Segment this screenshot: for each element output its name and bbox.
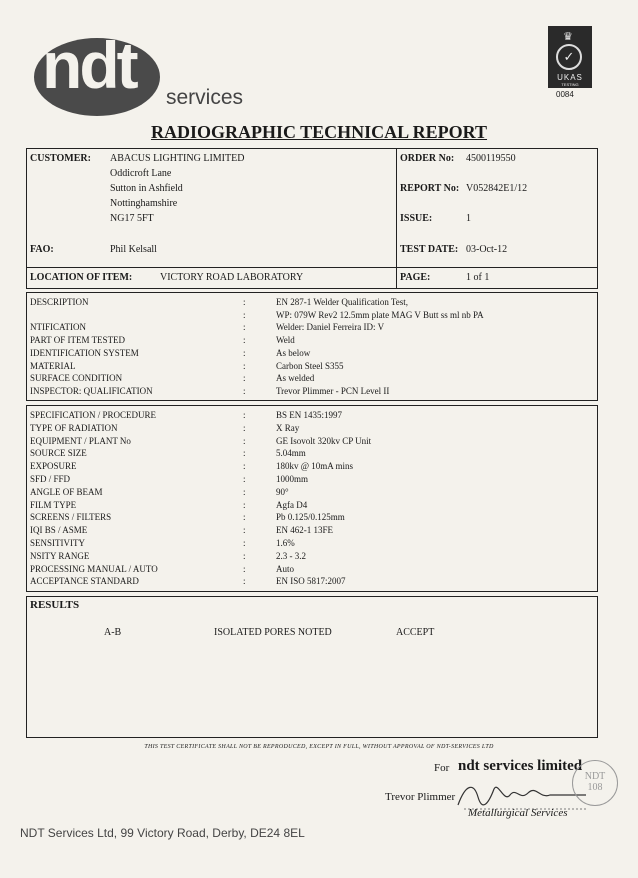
section1-colon-4: :	[243, 347, 246, 358]
section2-value-11: 2.3 - 3.2	[276, 550, 306, 561]
section1-colon-7: :	[243, 385, 246, 396]
section2-colon-13: :	[243, 576, 246, 587]
report-title: RADIOGRAPHIC TECHNICAL REPORT	[150, 122, 488, 142]
section1-label-0: DESCRIPTION	[30, 297, 89, 307]
section2-colon-5: :	[243, 474, 246, 484]
section2-colon-6: :	[243, 486, 246, 497]
section1-value-7: Trevor Plimmer - PCN Level II	[276, 385, 390, 396]
section1-label-3: PART OF ITEM TESTED	[30, 335, 126, 346]
section2-label-3: SOURCE SIZE	[30, 448, 87, 459]
section1-label-5: MATERIAL	[30, 360, 76, 371]
section2-label-0: SPECIFICATION / PROCEDURE	[30, 410, 157, 420]
section1-label-6: SURFACE CONDITION	[30, 373, 123, 384]
section1-value-0: EN 287-1 Welder Qualification Test,	[276, 297, 409, 307]
section1-value-4: As below	[276, 347, 311, 358]
section2-value-5: 1000mm	[276, 474, 309, 484]
section2-colon-4: :	[243, 461, 246, 472]
address-line-4: NG17 5FT	[110, 213, 154, 224]
company-address: NDT Services Ltd, 99 Victory Road, Derby, DE24 8EL	[20, 826, 305, 840]
issue-value: 1	[466, 213, 471, 224]
section2-colon-1: :	[243, 422, 246, 433]
result-id: A-B	[104, 627, 122, 638]
section2-colon-7: :	[243, 499, 246, 510]
section2-colon-0: :	[243, 410, 246, 420]
section1-value-1: WP: 079W Rev2 12.5mm plate MAG V Butt ss ml nb PA	[276, 309, 484, 320]
section2-colon-10: :	[243, 538, 246, 548]
ukas-label: UKAS	[557, 73, 583, 82]
section1-value-5: Carbon Steel S355	[276, 360, 344, 371]
section2-value-6: 90°	[276, 486, 289, 497]
section2-label-6: ANGLE OF BEAM	[30, 486, 103, 497]
section2-label-11: NSITY RANGE	[30, 550, 90, 561]
section1-colon-1: :	[243, 309, 246, 320]
ukas-badge	[548, 26, 592, 88]
section2-value-10: 1.6%	[276, 538, 295, 548]
company-name: ndt services limited	[458, 758, 583, 774]
location-label: LOCATION OF ITEM:	[30, 272, 133, 283]
section2-label-12: PROCESSING MANUAL / AUTO	[30, 563, 158, 574]
order-no-label: ORDER No:	[400, 153, 455, 164]
fao-label: FAO:	[30, 244, 54, 255]
item-details-box	[26, 292, 598, 401]
company-logo	[30, 28, 244, 118]
section1-colon-6: :	[243, 373, 246, 384]
for-label: For	[434, 762, 450, 774]
section2-value-1: X Ray	[276, 422, 300, 433]
section1-value-2: Welder: Daniel Ferreira ID: V	[276, 322, 385, 333]
section2-colon-12: :	[243, 563, 246, 574]
location-divider	[26, 267, 598, 268]
section2-value-8: Pb 0.125/0.125mm	[276, 512, 345, 523]
section1-value-3: Weld	[276, 335, 295, 346]
page-label: PAGE:	[400, 272, 431, 283]
customer-name: ABACUS LIGHTING LIMITED	[110, 153, 245, 164]
address-line-1: Oddicroft Lane	[110, 168, 172, 179]
logo-subtitle: services	[166, 86, 244, 109]
ukas-number: 0084	[556, 90, 574, 99]
logo-text: ndt	[42, 28, 136, 102]
section2-colon-11: :	[243, 550, 246, 561]
section2-colon-9: :	[243, 525, 246, 536]
section2-label-9: IQI BS / ASME	[30, 525, 88, 536]
section2-value-2: GE Isovolt 320kv CP Unit	[276, 435, 372, 446]
section2-value-0: BS EN 1435:1997	[276, 410, 343, 420]
section2-value-12: Auto	[276, 563, 294, 574]
order-no-value: 4500119550	[466, 153, 516, 164]
section1-colon-2: :	[243, 322, 246, 333]
section1-colon-0: :	[243, 297, 246, 307]
section2-label-10: SENSITIVITY	[30, 538, 85, 548]
address-line-3: Nottinghamshire	[110, 198, 178, 209]
section2-label-1: TYPE OF RADIATION	[30, 422, 118, 433]
ukas-sub: TESTING	[561, 82, 579, 87]
section2-label-4: EXPOSURE	[30, 461, 77, 472]
section2-colon-8: :	[243, 512, 246, 523]
crown-icon: ♛	[563, 31, 573, 43]
results-label: RESULTS	[30, 599, 80, 611]
ukas-tick-icon: ✓	[556, 44, 582, 70]
section2-colon-3: :	[243, 448, 246, 459]
certificate-note: THIS TEST CERTIFICATE SHALL NOT BE REPRODUCED, EXCEPT IN FULL, WITHOUT APPROVAL OF NDT-SERVICES LTD	[144, 744, 494, 750]
issue-label: ISSUE:	[400, 213, 433, 224]
section1-colon-5: :	[243, 360, 246, 371]
section2-label-5: SFD / FFD	[30, 474, 71, 484]
section2-value-9: EN 462-1 13FE	[276, 525, 333, 536]
section1-colon-3: :	[243, 335, 246, 346]
fao-value: Phil Kelsall	[110, 244, 157, 255]
section1-label-7: INSPECTOR: QUALIFICATION	[30, 385, 153, 396]
report-no-label: REPORT No:	[400, 183, 460, 194]
report-no-value: V052842E1/12	[466, 183, 528, 194]
section2-value-3: 5.04mm	[276, 448, 306, 459]
address-line-2: Sutton in Ashfield	[110, 183, 183, 194]
section2-label-13: ACCEPTANCE STANDARD	[30, 576, 139, 587]
location-value: VICTORY ROAD LABORATORY	[160, 272, 304, 283]
section2-label-8: SCREENS / FILTERS	[30, 512, 112, 523]
company-stamp	[572, 760, 618, 806]
result-verdict: ACCEPT	[396, 627, 435, 638]
test-date-label: TEST DATE:	[400, 244, 459, 255]
section1-label-4: IDENTIFICATION SYSTEM	[30, 347, 139, 358]
section1-value-6: As welded	[276, 373, 315, 384]
stamp-top: NDT	[584, 771, 606, 782]
section2-label-2: EQUIPMENT / PLANT No	[30, 435, 131, 446]
section2-label-7: FILM TYPE	[30, 499, 77, 510]
customer-label: CUSTOMER:	[30, 153, 91, 164]
department: Metallurgical Services	[468, 807, 568, 819]
signatory-name: Trevor Plimmer	[385, 791, 456, 803]
section2-value-13: EN ISO 5817:2007	[276, 576, 346, 587]
section1-label-2: NTIFICATION	[30, 322, 86, 333]
section2-value-7: Agfa D4	[276, 499, 308, 510]
results-box	[26, 596, 598, 738]
section2-value-4: 180kv @ 10mA mins	[276, 461, 354, 472]
stamp-number: 108	[587, 782, 603, 793]
section2-colon-2: :	[243, 435, 246, 446]
page-value: 1 of 1	[466, 272, 490, 283]
test-date-value: 03-Oct-12	[466, 244, 508, 255]
result-finding: ISOLATED PORES NOTED	[214, 627, 332, 638]
